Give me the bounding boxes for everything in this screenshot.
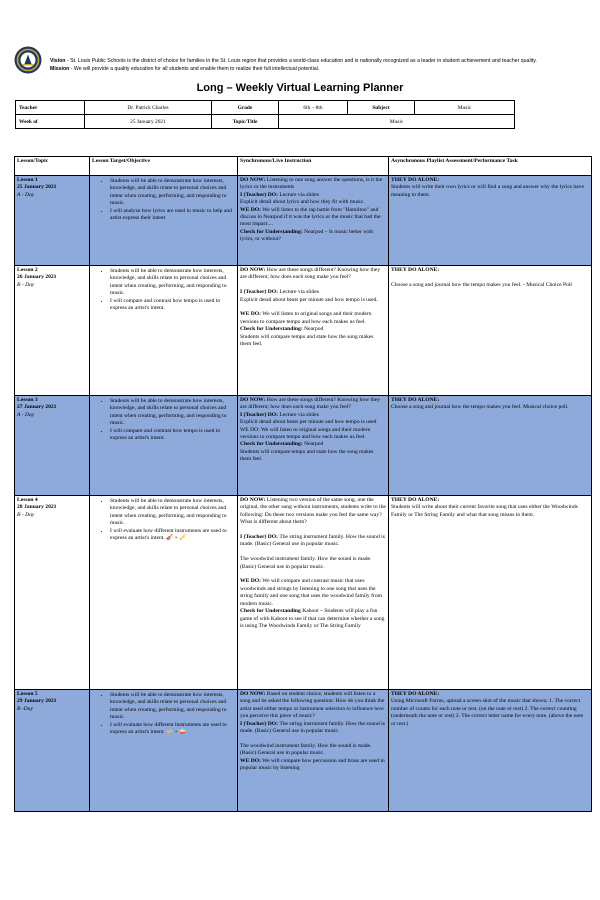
vision-mission-statement [50,57,595,73]
sync-bold-label: DO NOW: [240,397,266,403]
lesson-row [15,396,592,496]
objective-item: • Students will be able to demonstrate how interests, knowledge, and skills relate to personal choices and intent when creating, performing, and responding to music. [110,398,235,428]
page-title: Long – Weekly Virtual Learning Planner [196,82,404,94]
sync-bold-label: I (Teacher) DO: [240,720,279,727]
sync-line [240,326,386,333]
async-line [391,267,589,274]
column-header-objective: Lesson Target/Objective [90,157,238,176]
sync-bold-label: I (Teacher) DO: [240,289,279,296]
sync-text: We will compare and contrast music that uses woodwinds and strings by listening to one song that uses the string family and one song that uses the woodwind family from modern music. [240,578,382,607]
sync-line [240,735,386,742]
sync-text: We will compare how percussion and brass are used in popular music by listening [240,757,385,772]
sync-cell [238,266,389,396]
sync-bold-label: DO NOW: [240,267,266,273]
sync-text: We will listen to the rap battle from "Hamilton" and discuss in Nearpod if it was the lyrics or the music that had the most impact.... [240,206,381,228]
teacher-value: Dr. Patrick Charles [85,101,212,115]
sync-cell [238,496,389,690]
sync-line [240,743,386,758]
sync-line [240,571,386,578]
objective-list [92,398,235,442]
sync-line [240,207,386,229]
sync-text: Lecture via slides [278,411,319,418]
sync-text: Nearpod – Is music better with lyrics, or without? [240,228,374,243]
async-cell [389,396,592,496]
sync-bold-label: Check for Understanding: [240,228,303,235]
sync-bold-label: Check for Understanding: [240,441,303,448]
sync-line [240,229,386,244]
week-value: 25 January 2021 [85,115,212,129]
column-header-async: Asynchronous Playlist Assessment/Performance Task [389,157,592,176]
async-cell [389,496,592,690]
async-cell [389,176,592,266]
objective-item: • Students will be able to demonstrate how interests, knowledge, and skills relate to personal choices and intent when creating, performing, and responding to music. [110,268,235,298]
async-line [391,698,589,728]
sync-line [240,412,386,419]
sync-text: Lecture via slides [278,289,319,296]
async-text: Choose a song and journal how the tempo makes you feel. - Musical Choice Poll [391,281,572,288]
sync-bold-label: DO NOW: [240,691,266,697]
sync-text: How are these songs different? Knowing how they are different; how does each song make you feel? [240,267,381,281]
objective-cell [90,690,238,812]
sync-line [240,449,386,464]
lesson-day: A - Day [17,191,35,198]
lesson-name: Lesson 4 [17,497,38,503]
objective-list [92,692,235,736]
async-text: Choose a song and journal how the tempo makes you feel. Musical choice poll. [391,404,569,411]
lesson-day: B - Day [17,281,35,288]
objective-item: • Students will be able to demonstrate how interests, knowledge, and skills relate to personal choices and intent when creating, performing, and responding to music. [110,178,235,208]
lesson-date: 27 January 2021 [17,404,57,411]
sync-bold-label: I (Teacher) DO: [240,191,279,198]
lesson-day: A - Day [17,411,35,418]
lesson-name: Lesson 5 [17,691,38,697]
column-header-lesson: Lesson/Topic [15,157,90,176]
planner-info-table [15,100,515,129]
async-line [391,504,589,519]
lesson-cell [15,496,90,690]
sync-bold-label: WE DO: [240,757,261,764]
async-line [391,274,589,281]
sync-line [240,267,386,282]
lesson-date: 29 January 2021 [17,698,57,705]
sync-line [240,311,386,326]
async-line [391,404,589,411]
lesson-row [15,690,592,812]
async-cell [389,266,592,396]
async-line [391,184,589,199]
sync-line [240,304,386,311]
vision-text: - St. Louis Public Schools is the district of choice for families in the St. Louis region that provides a world-class education and is nationally recognized as a leader in student achievement and teacher quality. [65,58,537,64]
lesson-name: Lesson 3 [17,397,38,403]
objective-item: • I will evaluate how different instruments are used to express an artist's intent. 🎻 + 🎺 [110,528,235,543]
objective-item: • Students will be able to demonstrate how interests, knowledge, and skills relate to personal choices and intent when creating, performing, and responding to music. [110,498,235,528]
objective-item: • Students will be able to demonstrate how interests, knowledge, and skills relate to personal choices and intent when creating, performing, and responding to music. [110,692,235,722]
lesson-date: 28 January 2021 [17,504,57,511]
sync-text: We will listen to original songs and their modern versions to compare tempo and how each makes us feel. [240,311,372,325]
sync-text: The woodwind instrument family. How the sound is made. (Basic) General use in popular music. [240,742,372,757]
async-bold-label: THEY DO ALONE: [391,397,440,403]
async-line [391,282,589,289]
sync-line [240,758,386,773]
sync-line [240,297,386,304]
sync-line [240,497,386,527]
sync-line [240,556,386,571]
sync-bold-label: DO NOW: [240,177,266,183]
sync-line [240,177,386,192]
objective-item: • I will analyze how lyrics are used in music to help and artist express their intent [110,208,235,223]
mission-label: Mission [50,66,70,72]
sync-text: Explicit detail about lyrics and how they fit with music. [240,199,365,206]
topic-label: Topic/Title [212,115,279,129]
lesson-date: 26 January 2021 [17,274,57,281]
lesson-cell [15,690,90,812]
sync-bold-label: WE DO: [240,311,261,318]
sync-line [240,289,386,296]
grade-value: 6th – 8th [279,101,348,115]
sync-text: Students will compare tempo and state how the song makes them feel. [240,333,374,348]
objective-item: • I will compare and contrast how tempo is used to express an artist's intent. [110,428,235,443]
async-text: Students will write their own lyrics or will find a song and answer why the lyrics have meaning to them. [391,184,584,198]
async-bold-label: THEY DO ALONE: [391,691,440,697]
sync-text: The string instrument family. How the sound is made. (Basic) General use in popular music. [240,720,385,735]
sync-text: Nearpod [302,326,324,333]
sync-cell [238,690,389,812]
sync-text: Listening to one song answer the questions, is it the lyrics or the instruments [240,177,383,191]
async-text: Students will write about their current favorite song that uses either the Woodwinds Family or The String Family and what that song means to them. [391,504,578,518]
sync-line [240,334,386,349]
lesson-cell [15,396,90,496]
objective-list [92,268,235,312]
lesson-row [15,176,592,266]
sync-line [240,199,386,206]
async-bold-label: THEY DO ALONE: [391,497,440,503]
topic-value: Music [279,115,515,129]
sync-text: The woodwind instrument family. How the sound is made. (Basic) General use in popular music. [240,556,372,570]
lesson-name: Lesson 1 [17,177,38,183]
sync-text: Explicit detail about beats per minute and how tempo is used WE DO: We will listen to original songs and their modern versions to compare tempo and how each makes us feel. [240,419,377,441]
async-bold-label: THEY DO ALONE: [391,177,440,183]
subject-value: Music [415,101,515,115]
objective-item: • I will evaluate how different instruments are used to express an artist's intent. 🎺 + 🥁 [110,722,235,737]
sync-cell [238,396,389,496]
lesson-cell [15,176,90,266]
sync-bold-label: I (Teacher) DO: [240,534,279,541]
sync-text: Explicit detail about beats per minute and how tempo is used. [240,296,378,303]
sync-line [240,721,386,736]
lesson-day: B - Day [17,511,35,518]
sync-line [240,527,386,534]
sync-bold-label: WE DO: [240,578,261,585]
grade-label: Grade [212,101,279,115]
sync-text: Based on student choice, students will listen to a song and be asked the following question: How do you think the artist used either tempo or instrument selection to influence how you perceive this piece of music? [240,691,385,720]
lesson-date: 25 January 2021 [17,184,57,191]
sync-bold-label: I (Teacher) DO: [240,411,279,418]
column-header-sync: Synchronous/Live Instruction [238,157,389,176]
objective-list [92,498,235,542]
lesson-row [15,496,592,690]
sync-bold-label: Check for Understanding: [240,326,303,333]
sync-line [240,578,386,608]
sync-line [240,441,386,448]
lesson-name: Lesson 2 [17,267,38,273]
district-seal-logo [14,46,42,74]
async-bold-label: THEY DO ALONE: [391,267,440,273]
sync-text: The string instrument family. How the sound is made. (Basic) General use in popular music. [240,534,385,548]
lesson-row [15,266,592,396]
sync-bold-label: Check for Understanding [240,608,301,615]
lesson-day: B -Day [17,705,33,712]
teacher-label: Teacher [16,101,85,115]
subject-label: Subject [348,101,415,115]
lesson-cell [15,266,90,396]
objective-item: • I will compare and contrast how tempo is used to express an artist's intent. [110,298,235,313]
sync-line [240,397,386,412]
sync-line [240,419,386,441]
vision-label: Vision [50,58,66,64]
mission-text: - We will provide a quality education for all students and enable them to realize their full intellectual potential. [69,66,320,72]
sync-text: Listening two version of the same song, one the original, the other sung without instruments, students write to the following: Do these two versions make you feel the same way? What is different about them? [240,497,386,526]
sync-line [240,534,386,549]
sync-text: Kahoot – Students will play a fun game of with Kahoot to see if that can determine whether a song is using The Woodwinds Family or The String Family [240,608,385,629]
sync-line [240,691,386,721]
objective-cell [90,176,238,266]
objective-cell [90,496,238,690]
sync-text: How are these songs different? Knowing how they are different; how does each song make you feel? [240,397,381,411]
sync-bold-label: DO NOW: [240,497,266,503]
week-label: Week of [16,115,85,129]
objective-cell [90,266,238,396]
objective-list [92,178,235,222]
async-cell [389,690,592,812]
async-text: Using Microsoft Forms, upload a screen shot of the music that shows; 1. The correct number of counts for each note or rest. (on the note or rest) 2. The correct counting (underneath the note or rest) 3. The correct letter name for every note. (above the note or rest.) [391,698,584,727]
sync-bold-label: WE DO: [240,206,261,213]
sync-cell [238,176,389,266]
sync-text: Nearpod [302,441,324,448]
lesson-plan-table [14,156,592,812]
sync-line [240,608,386,630]
sync-text: Students will compare tempo and state how the song makes them feel. [240,448,374,463]
objective-cell [90,396,238,496]
sync-text: Lecture via slides [278,191,319,198]
